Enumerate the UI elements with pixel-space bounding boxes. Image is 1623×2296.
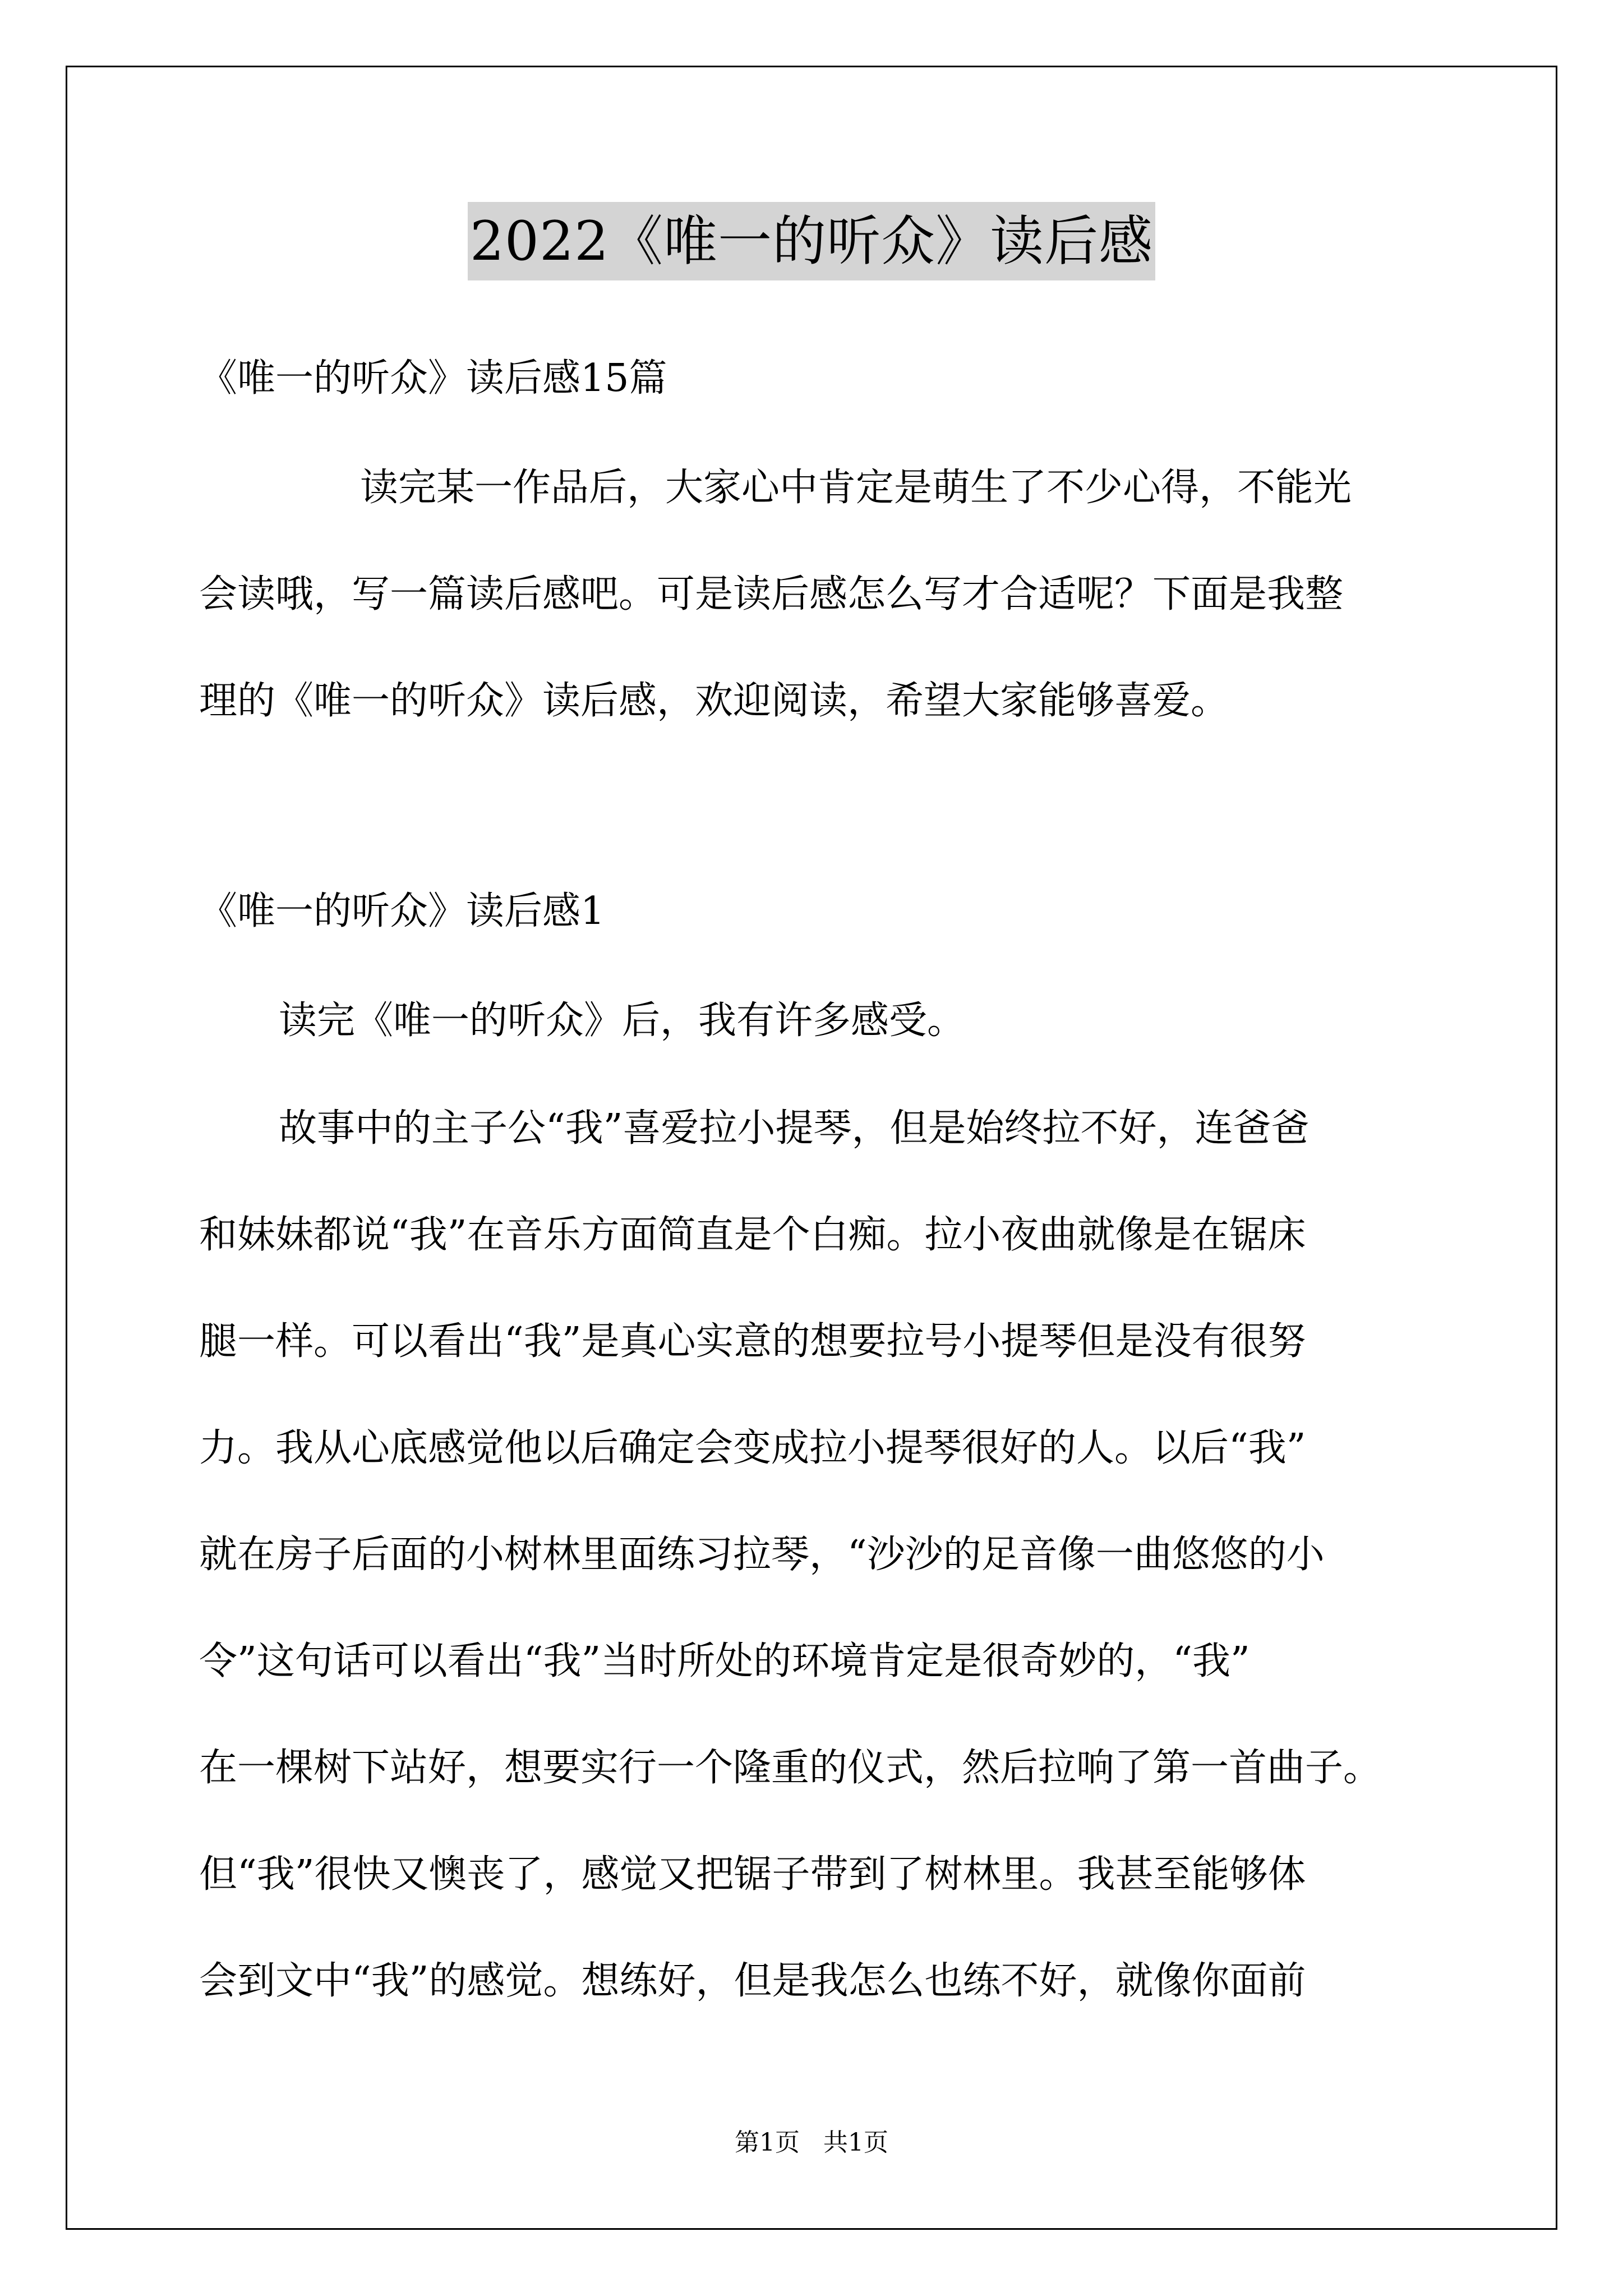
body-line: 但“我”很快又懊丧了，感觉又把锯子带到了树林里。我甚至能够体: [199, 1852, 1306, 1897]
body-line: 读完《唯一的听众》后，我有许多感受。: [279, 999, 966, 1043]
page-footer: [0, 2126, 1623, 2160]
body-line: 会到文中“我”的感觉。想练好，但是我怎么也练不好，就像你面前: [199, 1959, 1306, 2003]
body-line: 力。我从心底感觉他以后确定会变成拉小提琴很好的人。以后“我”: [199, 1426, 1306, 1470]
body-line: 腿一样。可以看出“我”是真心实意的想要拉号小提琴但是没有很努: [199, 1319, 1306, 1364]
body-line: 和妹妹都说“我”在音乐方面简直是个白痴。拉小夜曲就像是在锯床: [199, 1213, 1306, 1257]
document-title: 2022《唯一的听众》读后感: [468, 202, 1155, 280]
intro-line: 理的《唯一的听众》读后感，欢迎阅读，希望大家能够喜爱。: [199, 679, 1229, 723]
page-total: 共1页: [823, 2128, 888, 2157]
body-line: 故事中的主子公“我”喜爱拉小提琴，但是始终拉不好，连爸爸: [279, 1106, 1310, 1151]
body-line: 令”这句话可以看出“我”当时所处的环境肯定是很奇妙的，“我”: [199, 1639, 1250, 1683]
page-number: 第1页: [735, 2128, 800, 2157]
document-subtitle: 《唯一的听众》读后感15篇: [199, 356, 667, 401]
body-line: 就在房子后面的小树林里面练习拉琴，“沙沙的足音像一曲悠悠的小: [199, 1533, 1325, 1577]
section-heading: 《唯一的听众》读后感1: [199, 889, 605, 933]
body-line: 在一棵树下站好，想要实行一个隆重的仪式，然后拉响了第一首曲子。: [199, 1746, 1382, 1790]
intro-line: 会读哦，写一篇读后感吧。可是读后感怎么写才合适呢？下面是我整: [199, 572, 1344, 616]
intro-line: 读完某一作品后，大家心中肯定是萌生了不少心得，不能光: [360, 466, 1352, 510]
title-container: [0, 202, 1623, 280]
